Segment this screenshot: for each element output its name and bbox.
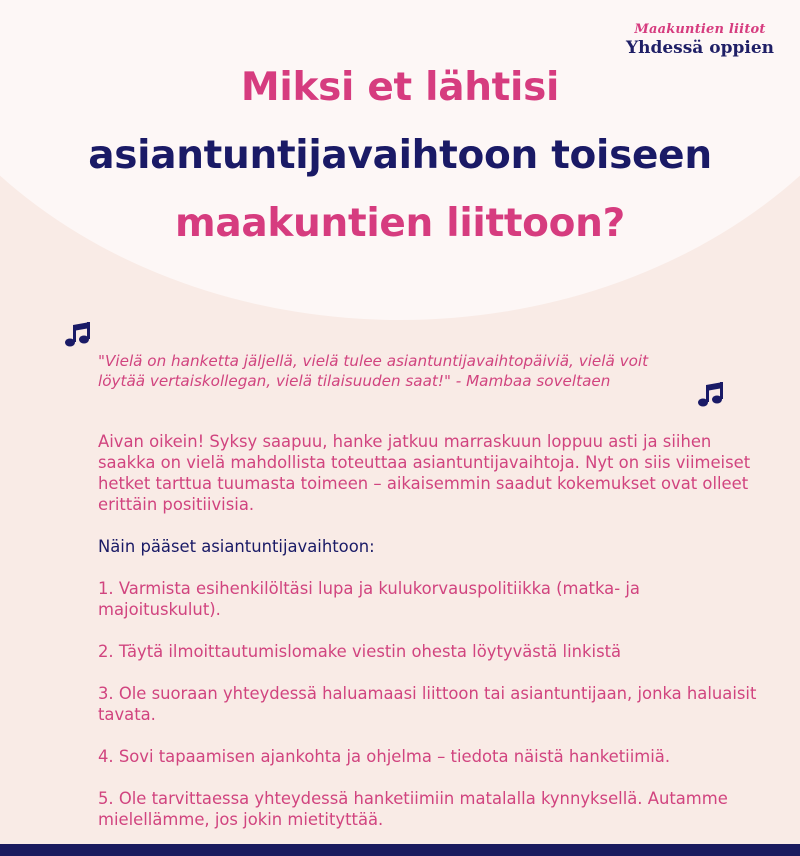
title-line-3: maakuntien liittoon? [175,201,625,246]
body-text [98,431,758,851]
page-title [0,54,800,258]
music-note-icon [695,380,725,410]
title-line-2: asiantuntijavaihtoon toiseen [88,133,712,178]
footer-bar [0,844,800,856]
music-note-icon [62,320,92,350]
step-item-2: 2. Täytä ilmoittautumislomake viestin ohesta löytyvästä linkistä [98,642,622,661]
title-line-1: Miksi et lähtisi [240,65,560,110]
logo-tagline: Yhdessä oppien [625,38,774,58]
step-item-1: 1. Varmista esihenkilöltäsi lupa ja kulukorvauspolitiikka (matka- ja majoituskulut). [98,579,640,619]
step-item-4: 4. Sovi tapaamisen ajankohta ja ohjelma – tiedota näistä hanketiimiä. [98,747,671,766]
logo-script-text: Maakuntien liitot [634,22,766,37]
intro-paragraph: Aivan oikein! Syksy saapuu, hanke jatkuu marraskuun loppuu asti ja siihen saakka on vielä mahdollista toteuttaa asiantuntijavaihtoja. Nyt on siis viimeiset hetket tarttua tuumasta toimeen – aikaisemmin saadut kokemukset ovat olleet erittäin positiivisia. [98,432,751,514]
step-item-5: 5. Ole tarvittaessa yhteydessä hanketiimiin matalalla kynnyksellä. Autamme mielellämme, jos jokin mietityttää. [98,789,728,829]
steps-heading: Näin pääset asiantuntijavaihtoon: [98,537,375,556]
quote-text: "Vielä on hanketta jäljellä, vielä tulee asiantuntijavaihtopäiviä, vielä voit löytää vertaiskollegan, vielä tilaisuuden saat!" - Mambaa soveltaen [98,352,649,390]
logo [626,22,774,58]
step-item-3: 3. Ole suoraan yhteydessä haluamaasi liittoon tai asiantuntijaan, jonka haluaisit tavata. [98,684,757,724]
